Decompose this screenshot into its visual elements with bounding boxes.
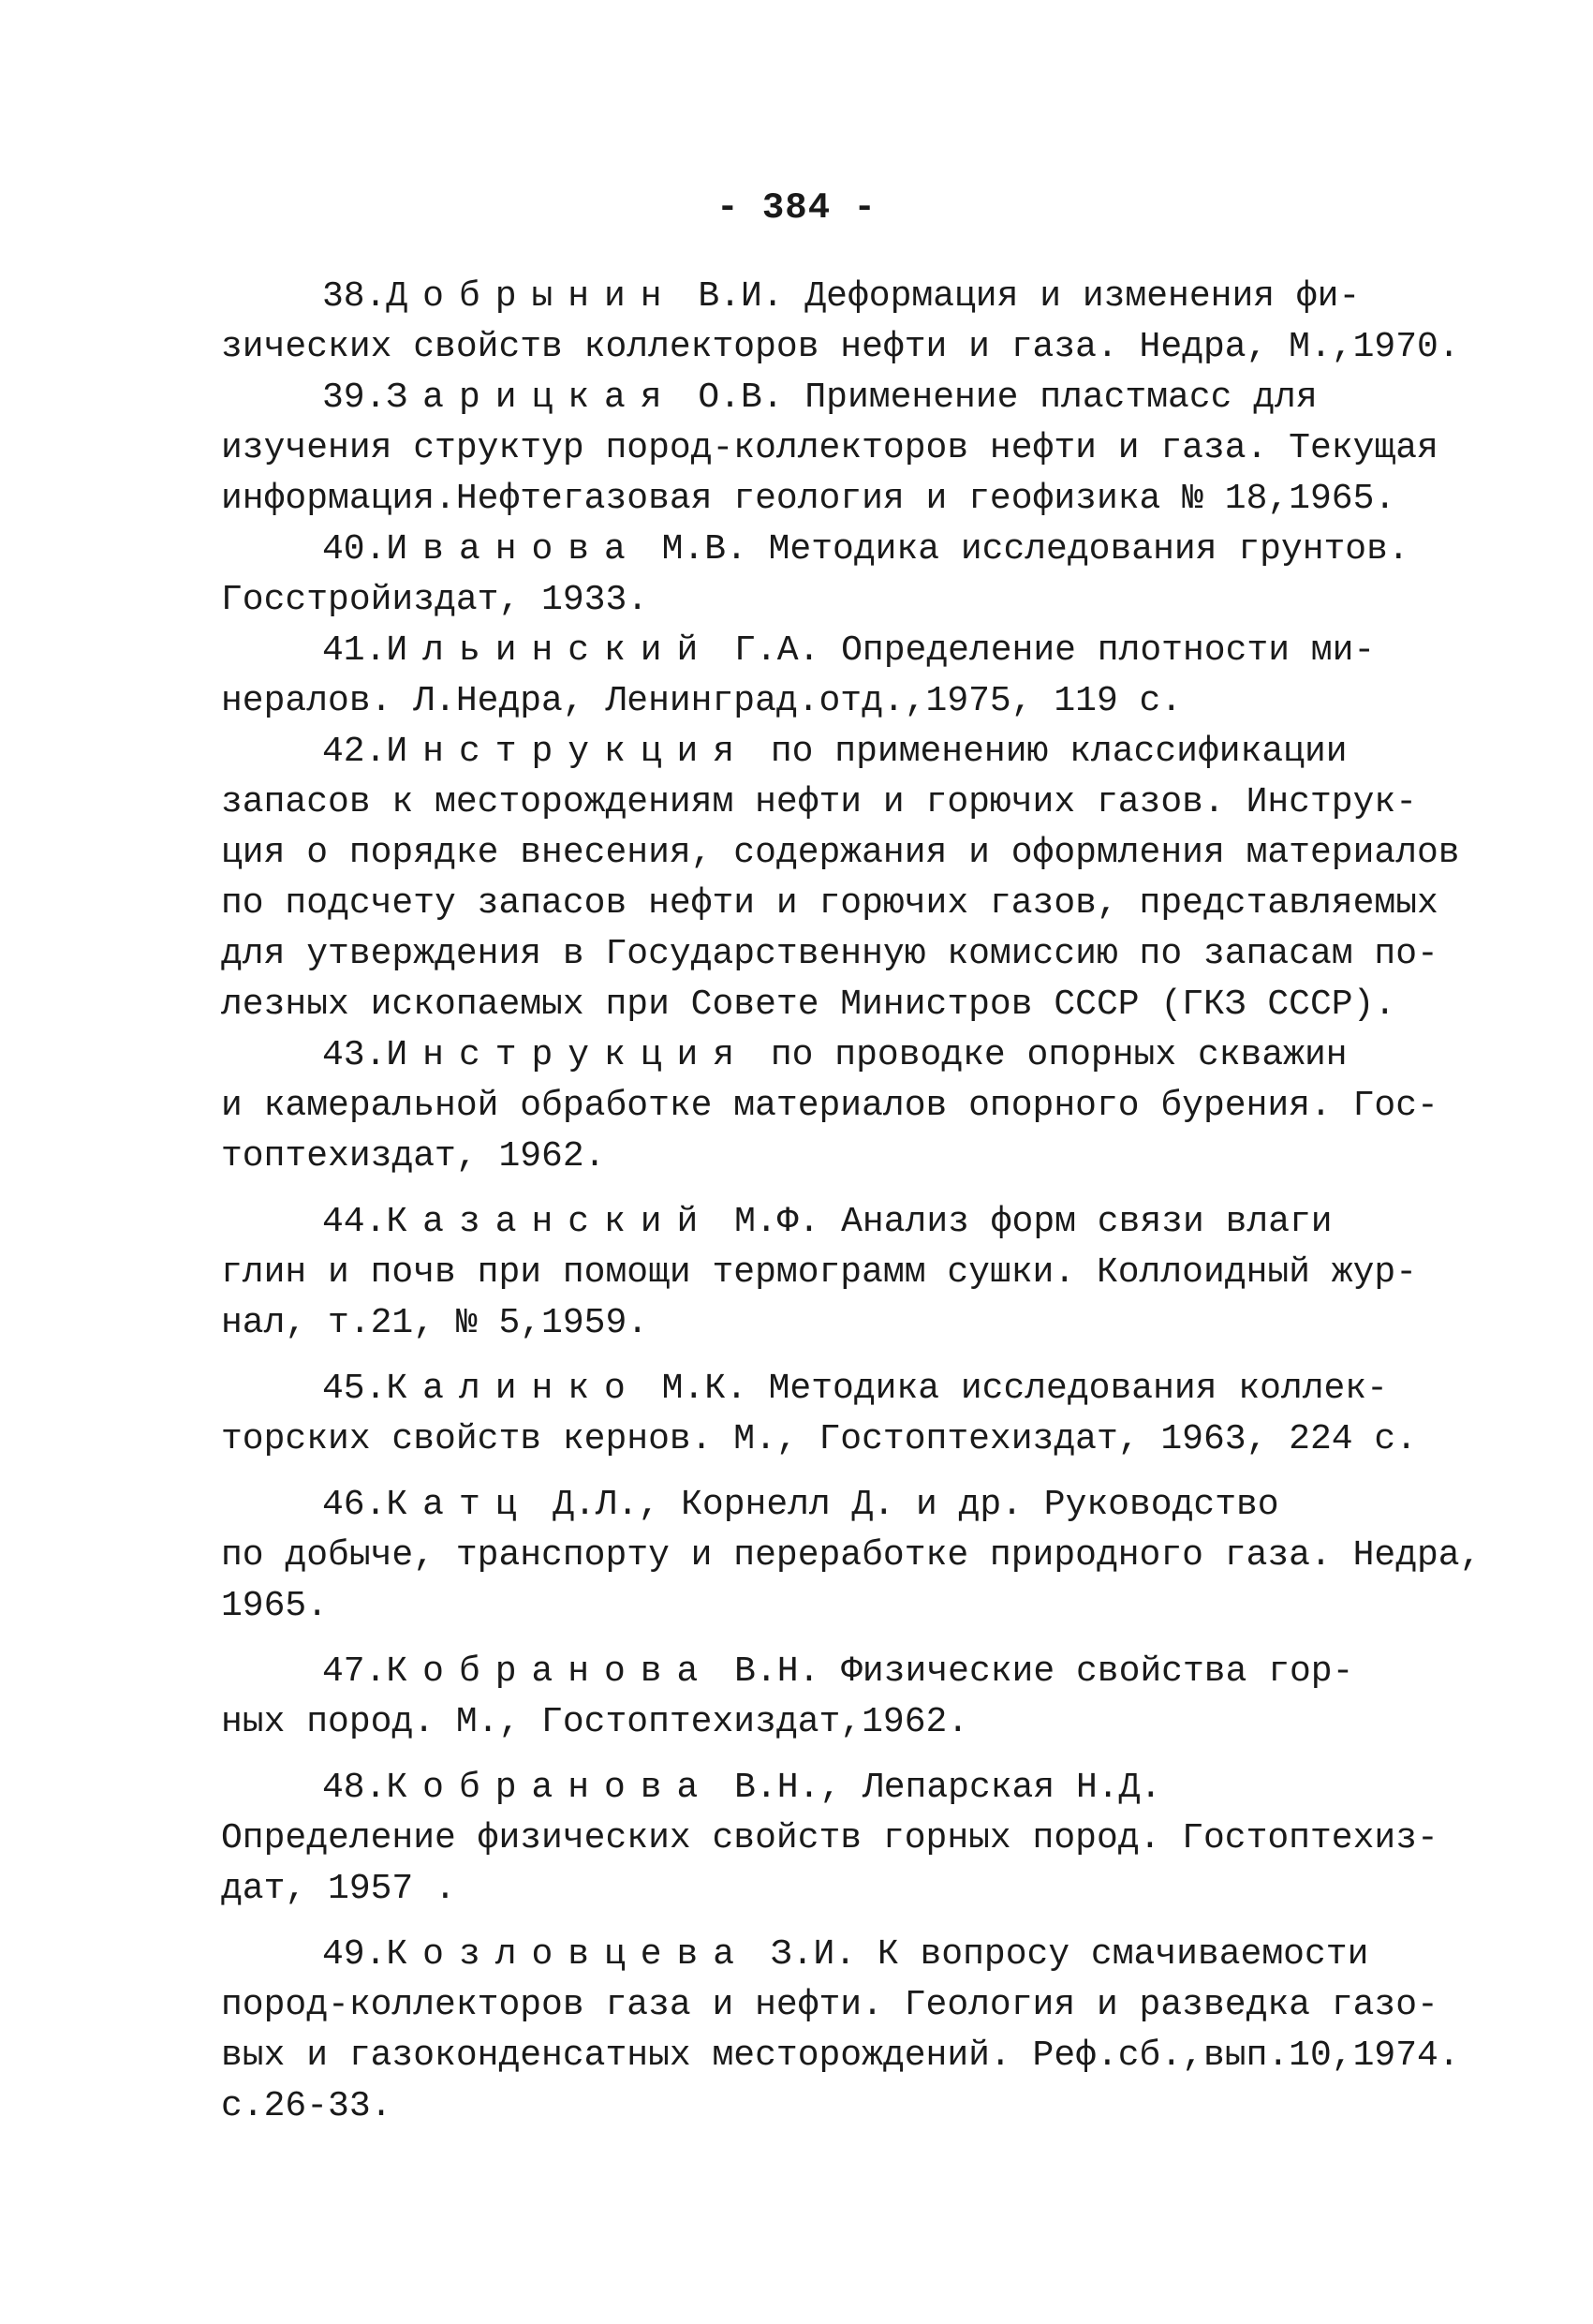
reference-item [221, 1030, 1438, 1182]
reference-text: Г.А. Определение плотности ми- [713, 630, 1376, 671]
reference-list [221, 272, 1482, 2132]
reference-number: 43. [322, 1035, 387, 1075]
reference-number: 49. [322, 1934, 387, 1975]
reference-text: З.И. К вопросу смачиваемости [749, 1934, 1369, 1975]
reference-text: по применению классификации [749, 732, 1348, 772]
reference-first-line [221, 1763, 1410, 1813]
reference-number: 44. [322, 1202, 387, 1242]
reference-line: для утверждения в Государственную комиссию по запасам по- [221, 934, 1438, 974]
reference-first-line [221, 1364, 1410, 1414]
reference-item [221, 272, 1460, 373]
reference-line: лезных ископаемых при Совете Министров СССР (ГКЗ СССР). [221, 984, 1396, 1025]
reference-item [221, 1364, 1418, 1465]
reference-author: Иванова [386, 529, 641, 570]
reference-text: В.И. Деформация и изменения фи- [676, 276, 1361, 317]
reference-author: Кобранова [386, 1768, 714, 1808]
reference-first-line [221, 1647, 1410, 1697]
reference-text: В.Н., Лепарская Н.Д. [713, 1768, 1162, 1808]
reference-item [221, 1480, 1482, 1632]
reference-item [221, 626, 1410, 727]
reference-number: 41. [322, 630, 387, 671]
reference-first-line [221, 1197, 1410, 1248]
reference-author: Инструкция [386, 1035, 750, 1075]
reference-item [221, 727, 1460, 1030]
reference-number: 45. [322, 1369, 387, 1409]
reference-line: 1965. [221, 1586, 329, 1626]
reference-line: ных пород. М., Гостоптехиздат,1962. [221, 1702, 969, 1742]
reference-line: информация.Нефтегазовая геология и геофизика № 18,1965. [221, 479, 1396, 519]
reference-item [221, 373, 1438, 525]
reference-first-line [221, 1930, 1410, 1980]
page-number: - 384 - [716, 187, 877, 229]
reference-text: В.Н. Физические свойства гор- [713, 1651, 1354, 1692]
reference-number: 40. [322, 529, 387, 570]
reference-line: ция о порядке внесения, содержания и оформления материалов [221, 833, 1460, 873]
reference-text: Д.Л., Корнелл Д. и др. Руководство [531, 1485, 1279, 1525]
reference-line: вых и газоконденсатных месторождений. Реф.сб.,вып.10,1974. [221, 2035, 1460, 2076]
reference-author: Ильинский [386, 630, 714, 671]
reference-first-line [221, 1030, 1410, 1081]
reference-item [221, 1647, 1410, 1748]
reference-author: Добрынин [386, 276, 677, 317]
reference-line: по подсчету запасов нефти и горючих газов, представляемых [221, 883, 1438, 924]
reference-text: М.К. Методика исследования коллек- [640, 1369, 1388, 1409]
reference-author: Кобранова [386, 1651, 714, 1692]
reference-item [221, 1197, 1418, 1349]
reference-author: Зарицкая [386, 377, 677, 418]
reference-line: нералов. Л.Недра, Ленинград.отд.,1975, 119 с. [221, 681, 1183, 721]
reference-line: дат, 1957 . [221, 1869, 456, 1909]
reference-line: с.26-33. [221, 2086, 392, 2126]
reference-line: изучения структур пород-коллекторов нефти и газа. Текущая [221, 428, 1438, 468]
reference-text: по проводке опорных скважин [749, 1035, 1348, 1075]
reference-line: глин и почв при помощи термограмм сушки. Коллоидный жур- [221, 1252, 1418, 1293]
reference-first-line [221, 1480, 1410, 1531]
reference-first-line [221, 727, 1410, 777]
reference-line: зических свойств коллекторов нефти и газа. Недра, М.,1970. [221, 327, 1460, 367]
reference-first-line [221, 373, 1410, 423]
reference-first-line [221, 525, 1410, 575]
reference-text: М.В. Методика исследования грунтов. [640, 529, 1409, 570]
reference-text: О.В. Применение пластмасс для [676, 377, 1318, 418]
reference-line: запасов к месторождениям нефти и горючих газов. Инструк- [221, 782, 1418, 822]
reference-line: нал, т.21, № 5,1959. [221, 1303, 649, 1343]
reference-author: Калинко [386, 1369, 641, 1409]
reference-line: по добыче, транспорту и переработке природного газа. Недра, [221, 1535, 1482, 1576]
reference-text: М.Ф. Анализ форм связи влаги [713, 1202, 1333, 1242]
reference-item [221, 1763, 1438, 1915]
reference-number: 42. [322, 732, 387, 772]
reference-author: Инструкция [386, 732, 750, 772]
reference-number: 46. [322, 1485, 387, 1525]
reference-number: 48. [322, 1768, 387, 1808]
reference-line: и камеральной обработке материалов опорного бурения. Гос- [221, 1086, 1438, 1126]
reference-author: Козловцева [386, 1934, 750, 1975]
reference-line: Госстройиздат, 1933. [221, 580, 649, 620]
reference-line: торских свойств кернов. М., Гостоптехиздат, 1963, 224 с. [221, 1419, 1418, 1459]
reference-item [221, 525, 1410, 626]
reference-first-line [221, 626, 1410, 676]
reference-line: топтехиздат, 1962. [221, 1136, 606, 1177]
reference-line: пород-коллекторов газа и нефти. Геология и разведка газо- [221, 1985, 1438, 2025]
reference-number: 39. [322, 377, 387, 418]
reference-first-line [221, 272, 1410, 322]
reference-author: Катц [386, 1485, 532, 1525]
reference-author: Казанский [386, 1202, 714, 1242]
reference-number: 38. [322, 276, 387, 317]
reference-item [221, 1930, 1460, 2132]
reference-number: 47. [322, 1651, 387, 1692]
reference-line: Определение физических свойств горных пород. Гостоптехиз- [221, 1818, 1438, 1858]
